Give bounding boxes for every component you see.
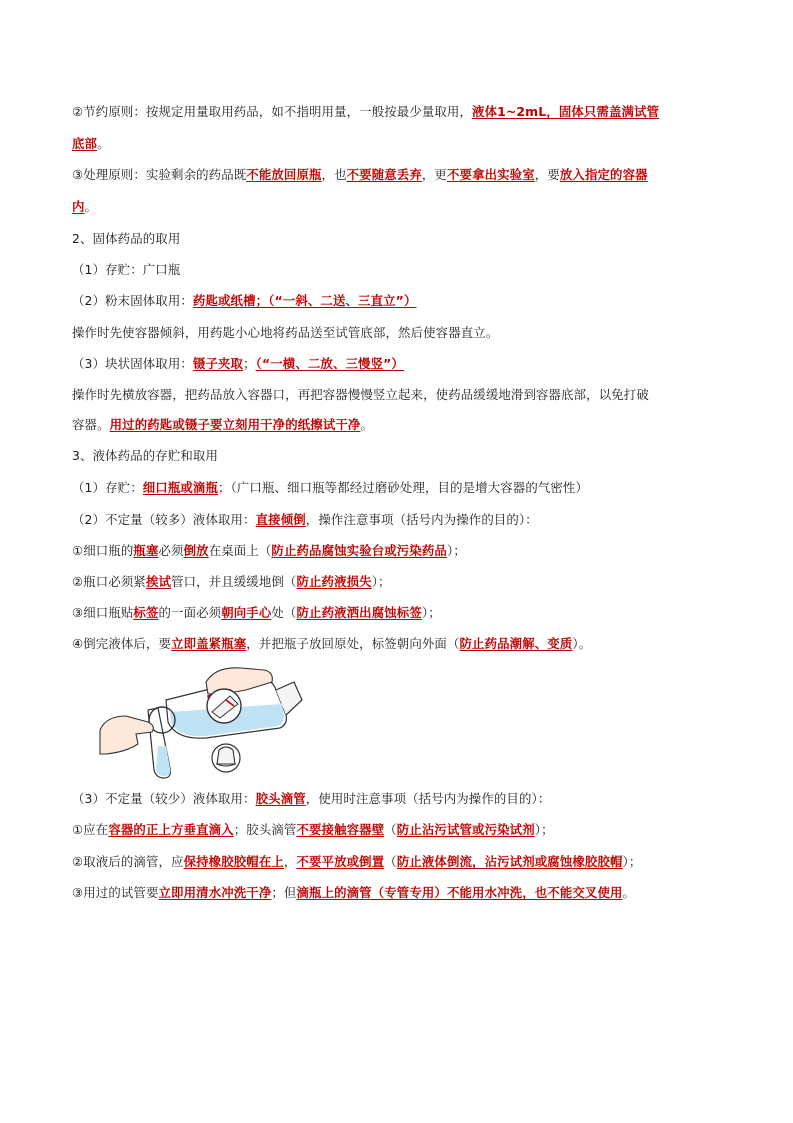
plain-text: ，: [283, 854, 297, 869]
plain-text: ②瓶口必须紧: [72, 574, 146, 589]
plain-text: 的一面必须: [158, 605, 222, 620]
highlighted-key-point: 保持橡胶胶帽在上: [183, 854, 284, 869]
highlighted-key-point: 内: [72, 199, 85, 214]
plain-text: ②节约原则：按规定用量取用药品，如不指明用量，一般按最少量取用，: [72, 104, 473, 119]
text-line: [72, 417, 724, 433]
highlighted-key-point: 防止药液洒出腐蚀标签: [296, 605, 422, 620]
plain-text: 。: [360, 417, 373, 432]
text-line: [72, 262, 724, 278]
plain-text: 。: [84, 199, 98, 214]
highlighted-key-point: 立即用清水冲洗干净: [158, 885, 272, 900]
plain-text: （2）粉末固体取用：: [72, 293, 193, 308]
plain-text: ①细口瓶的: [72, 543, 134, 558]
plain-text: ）；: [371, 574, 391, 589]
highlighted-key-point: 放入指定的容器: [559, 167, 648, 182]
plain-text: 处（: [271, 605, 297, 620]
plain-text: ②取液后的滴管，应: [72, 854, 184, 869]
highlighted-key-point: 不要接触容器壁: [296, 822, 385, 837]
highlighted-key-point: 药匙或纸槽；（“一斜、二送、三直立”）: [192, 293, 417, 308]
plain-text: ④倒完液体后，要: [72, 636, 172, 651]
plain-text: 3、液体药品的存贮和取用: [72, 448, 218, 463]
plain-text: （: [384, 822, 397, 837]
plain-text: 必须: [158, 543, 184, 558]
plain-text: ）；: [622, 854, 642, 869]
plain-text: ，并把瓶子放回原处，标签朝向外面（: [246, 636, 460, 651]
highlighted-key-point: 底部: [72, 136, 98, 151]
plain-text: 操作时先横放容器，把药品放入容器口，再把容器慢慢竖立起来，使药品缓缓地滑到容器底部，以免打破: [72, 387, 649, 402]
text-line: [72, 356, 724, 372]
plain-text: ）；: [446, 543, 466, 558]
plain-text: ③用过的试管要: [72, 885, 159, 900]
plain-text: （3）块状固体取用：: [72, 356, 193, 371]
text-line: [72, 543, 724, 559]
left-hand-icon: [100, 716, 153, 754]
highlighted-key-point: 防止药液损失: [296, 574, 372, 589]
plain-text: （2）不定量（较多）液体取用：: [72, 512, 256, 527]
highlighted-key-point: 镊子夹取: [192, 356, 244, 371]
highlighted-key-point: 不要随意丢弃: [346, 167, 422, 182]
plain-text: （1）存贮：: [72, 480, 143, 495]
text-line: [72, 791, 724, 807]
text-line: [72, 822, 724, 838]
highlighted-key-point: 防止液体倒流，沾污试剂或腐蚀橡胶胶帽: [396, 854, 623, 869]
highlighted-key-point: 液体1~2mL，固体只需盖满试管: [472, 104, 660, 119]
plain-text: ，更: [421, 167, 447, 182]
highlighted-key-point: 不要拿出实验室: [446, 167, 535, 182]
highlighted-key-point: 朝向手心: [221, 605, 272, 620]
bottle-stopper-icon: [212, 744, 240, 772]
plain-text: ；但: [271, 885, 297, 900]
highlighted-key-point: 不能放回原瓶: [246, 167, 322, 182]
highlighted-key-point: 滴瓶上的滴管（专管专用）不能用水冲洗，也不能交叉使用: [296, 885, 623, 900]
plain-text: 。: [622, 885, 636, 900]
text-line: [72, 293, 724, 309]
text-line: [72, 325, 724, 341]
plain-text: ，也: [321, 167, 347, 182]
plain-text: ③细口瓶贴: [72, 605, 134, 620]
highlighted-key-point: 倒放: [183, 543, 209, 558]
highlighted-key-point: 容器的正上方垂直滴入: [108, 822, 234, 837]
plain-text: ；: [243, 356, 256, 371]
test-tube-icon: [148, 708, 170, 778]
plain-text: 管口，并且缓缓地倒（: [171, 574, 297, 589]
plain-text: ，操作注意事项（括号内为操作的目的）：: [305, 512, 538, 527]
text-line: [72, 885, 724, 901]
highlighted-key-point: （“一横、二放、三慢竖”）: [255, 356, 404, 371]
bottle-mouth-detail-icon: [207, 689, 241, 723]
highlighted-key-point: 瓶塞: [133, 543, 159, 558]
text-line: [72, 605, 724, 621]
highlighted-key-point: 直接倾倒: [255, 512, 306, 527]
highlighted-key-point: 防止沾污试管或污染试剂: [396, 822, 535, 837]
highlighted-key-point: 防止药品腐蚀实验台或污染药品: [271, 543, 447, 558]
plain-text: 2、固体药品的取用: [72, 231, 181, 246]
plain-text: （1）存贮：广口瓶: [72, 262, 181, 277]
text-line: [72, 136, 724, 152]
text-line: [72, 636, 724, 652]
highlighted-key-point: 挨试: [145, 574, 172, 589]
text-line: [72, 167, 724, 183]
plain-text: ①应在: [72, 822, 109, 837]
plain-text: ）。: [572, 636, 592, 651]
text-line: [72, 104, 724, 120]
plain-text: 在桌面上（: [208, 543, 272, 558]
highlighted-key-point: 立即盖紧瓶塞: [171, 636, 247, 651]
highlighted-key-point: 标签: [133, 605, 159, 620]
plain-text: 操作时先使容器倾斜，用药匙小心地将药品送至试管底部，然后使容器直立。: [72, 325, 499, 340]
section-heading: [72, 231, 724, 247]
text-line: [72, 199, 724, 215]
text-line: [72, 387, 724, 403]
plain-text: ，要: [534, 167, 560, 182]
highlighted-key-point: 用过的药匙或镊子要立刻用干净的纸擦试干净: [109, 417, 361, 432]
text-line: [72, 512, 724, 528]
highlighted-key-point: 细口瓶或滴瓶: [142, 480, 218, 495]
text-line: [72, 854, 724, 870]
plain-text: ；（广口瓶、细口瓶等都经过磨砂处理，目的是增大容器的气密性）: [218, 480, 589, 495]
plain-text: ）；: [421, 605, 441, 620]
plain-text: ）；: [534, 822, 554, 837]
pouring-liquid-illustration: [96, 660, 356, 780]
plain-text: ，使用时注意事项（括号内为操作的目的）：: [305, 791, 551, 806]
highlighted-key-point: 胶头滴管: [255, 791, 306, 806]
text-line: [72, 574, 724, 590]
highlighted-key-point: 不要平放或倒置: [296, 854, 385, 869]
plain-text: ；胶头滴管: [233, 822, 297, 837]
plain-text: 容器。: [72, 417, 110, 432]
highlighted-key-point: 防止药品潮解、变质: [459, 636, 573, 651]
plain-text: （3）不定量（较少）液体取用：: [72, 791, 256, 806]
plain-text: 。: [97, 136, 110, 151]
plain-text: （: [384, 854, 397, 869]
plain-text: ③处理原则：实验剩余的药品既: [72, 167, 247, 182]
section-heading: [72, 448, 724, 464]
text-line: [72, 480, 724, 496]
